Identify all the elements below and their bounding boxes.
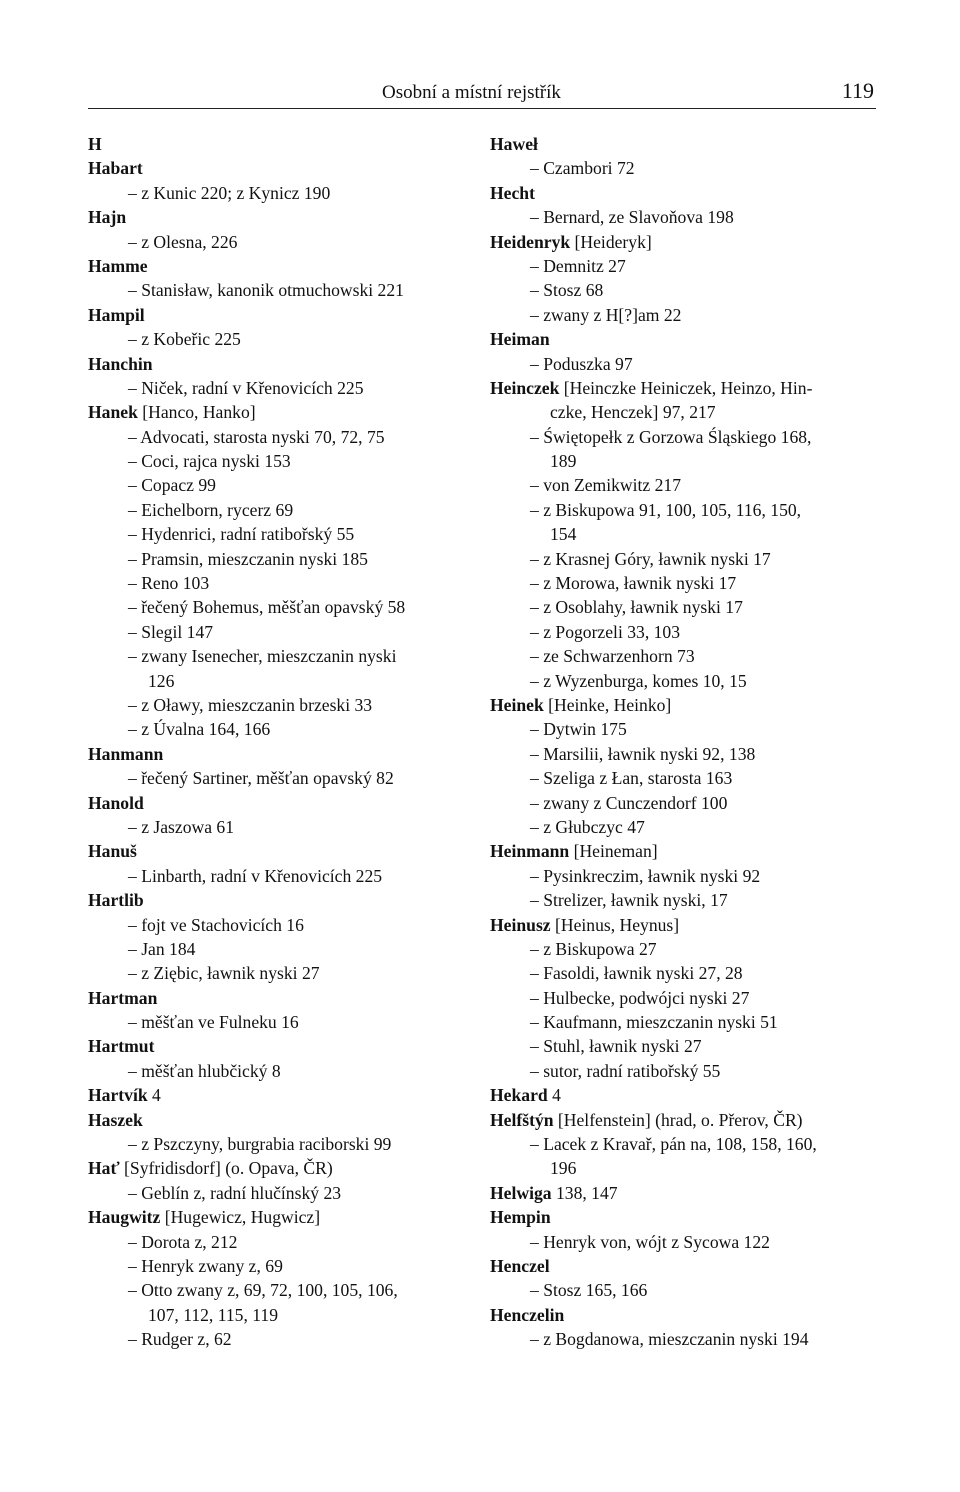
- headword: Haugwitz: [88, 1207, 161, 1228]
- index-subentry: – Stosz 68: [530, 280, 604, 301]
- index-subentry: – zwany z Cunczendorf 100: [530, 792, 728, 813]
- headword: Haweł: [490, 134, 538, 154]
- headword: Hať: [88, 1158, 120, 1179]
- index-subentry: – Dytwin 175: [530, 719, 627, 740]
- index-entry-head: [490, 913, 876, 937]
- index-continuation: 189: [550, 451, 577, 472]
- headword: Hanuš: [88, 841, 137, 862]
- index-subentry: – z Morowa, ławnik nyski 17: [530, 573, 737, 594]
- headword: Hanek: [88, 402, 138, 423]
- index-subentry: – z Úvalna 164, 166: [128, 719, 271, 740]
- index-subentry: – Lacek z Kravař, pán na, 108, 158, 160,: [530, 1134, 817, 1155]
- headword: Heinek: [490, 694, 544, 715]
- headword: Heinczek: [490, 377, 560, 398]
- headword-detail: 4: [547, 1085, 561, 1106]
- headword-detail: [Heineman]: [569, 841, 658, 862]
- index-entry-head: [88, 1205, 466, 1229]
- index-subentry: – Henryk zwany z, 69: [128, 1255, 283, 1276]
- headword-detail: [Heinus, Heynus]: [550, 914, 680, 935]
- headword-detail: 4: [147, 1085, 161, 1106]
- headword: Hanmann: [88, 743, 164, 764]
- index-subentry: – Jan 184: [128, 938, 196, 959]
- headword: Haszek: [88, 1109, 143, 1130]
- index-entry-head: [490, 839, 876, 863]
- headword: Hecht: [490, 182, 535, 203]
- index-subentry: – řečený Bohemus, měšťan opavský 58: [128, 597, 406, 618]
- index-subentry: – Henryk von, wójt z Sycowa 122: [530, 1231, 770, 1252]
- index-subentry: – z Ziębic, ławnik nyski 27: [128, 963, 320, 984]
- headword: Hartman: [88, 987, 158, 1008]
- index-subentry: – Bernard, ze Slavoňova 198: [530, 207, 734, 228]
- index-column-right: [490, 132, 876, 1352]
- index-entry-head: [490, 376, 876, 400]
- headword: Hartlib: [88, 890, 144, 911]
- index-subentry: – z Krasnej Góry, ławnik nyski 17: [530, 548, 771, 569]
- index-subentry: – Pramsin, mieszczanin nyski 185: [128, 548, 368, 569]
- index-subentry: – řečený Sartiner, měšťan opavský 82: [128, 768, 394, 789]
- index-subentry: – Otto zwany z, 69, 72, 100, 105, 106,: [128, 1280, 398, 1301]
- index-subentry: – Fasoldi, ławnik nyski 27, 28: [530, 963, 743, 984]
- index-subentry: – z Kobeřic 225: [128, 329, 241, 350]
- headword-detail: [Heinczke Heiniczek, Heinzo, Hin-: [559, 377, 813, 398]
- index-subentry: – z Jaszowa 61: [128, 816, 235, 837]
- index-subentry: – měšťan ve Fulneku 16: [128, 1012, 299, 1033]
- index-subentry: – zwany Isenecher, mieszczanin nyski: [128, 646, 397, 667]
- index-subentry: – Stanisław, kanonik otmuchowski 221: [128, 280, 404, 301]
- index-entry-head: [490, 1181, 876, 1205]
- headword: Heidenryk: [490, 231, 571, 252]
- headword: Hanchin: [88, 353, 153, 374]
- index-subentry: – Dorota z, 212: [128, 1231, 238, 1252]
- index-subentry: – z Bogdanowa, mieszczanin nyski 194: [530, 1329, 809, 1350]
- headword: Hekard: [490, 1085, 548, 1106]
- index-subentry: – Poduszka 97: [530, 353, 633, 374]
- index-subentry: – z Pogorzeli 33, 103: [530, 621, 681, 642]
- headword-detail: [Heideryk]: [570, 231, 652, 252]
- headword: Hanold: [88, 792, 144, 813]
- index-subentry: – Niček, radní v Křenovicích 225: [128, 377, 364, 398]
- headword: Hempin: [490, 1207, 551, 1228]
- headword: Hamme: [88, 255, 148, 276]
- index-subentry: – zwany z H[?]am 22: [530, 304, 682, 325]
- index-subentry: – Kaufmann, mieszczanin nyski 51: [530, 1012, 778, 1033]
- index-subentry: – Copacz 99: [128, 475, 216, 496]
- running-title: Osobní a místní rejstřík: [382, 82, 561, 103]
- index-subentry: – Demnitz 27: [530, 255, 626, 276]
- index-entry-head: [490, 327, 876, 351]
- index-entry-head: [88, 888, 466, 912]
- index-subentry: – z Głubczyc 47: [530, 816, 645, 837]
- index-subentry: – z Osoblahy, ławnik nyski 17: [530, 597, 743, 618]
- index-entry-head: [88, 303, 466, 327]
- headword: Hartmut: [88, 1036, 155, 1057]
- index-continuation: 154: [550, 524, 577, 545]
- index-subentry: – Reno 103: [128, 573, 210, 594]
- index-subentry: – ze Schwarzenhorn 73: [530, 646, 695, 667]
- index-entry-head: [88, 791, 466, 815]
- headword: Helfštýn: [490, 1109, 554, 1130]
- index-subentry: – Pysinkreczim, ławnik nyski 92: [530, 865, 761, 886]
- index-subentry: – Stosz 165, 166: [530, 1280, 648, 1301]
- index-continuation: 126: [148, 670, 175, 691]
- headword: Hartvík: [88, 1085, 148, 1106]
- index-entry-head: [88, 1108, 466, 1132]
- headword: Helwiga: [490, 1182, 552, 1203]
- headword: Heinmann: [490, 841, 570, 862]
- index-continuation: 196: [550, 1158, 577, 1179]
- index-entry-head: [490, 181, 876, 205]
- headword-detail: [Hanco, Hanko]: [137, 402, 256, 423]
- section-letter: H: [88, 134, 102, 154]
- headword: Heinusz: [490, 914, 551, 935]
- headword-detail: 138, 147: [551, 1182, 618, 1203]
- index-subentry: – Coci, rajca nyski 153: [128, 451, 291, 472]
- headword-detail: [Helfenstein] (hrad, o. Přerov, ČR): [553, 1109, 803, 1130]
- index-subentry: – Marsilii, ławnik nyski 92, 138: [530, 743, 756, 764]
- headword: Henczel: [490, 1255, 550, 1276]
- index-subentry: – z Olesna, 226: [128, 231, 238, 252]
- index-subentry: – von Zemikwitz 217: [530, 475, 681, 496]
- index-subentry: – Slegil 147: [128, 621, 214, 642]
- index-continuation: 107, 112, 115, 119: [148, 1304, 278, 1325]
- index-entry-head: [490, 1254, 876, 1278]
- index-subentry: – z Biskupowa 91, 100, 105, 116, 150,: [530, 499, 802, 520]
- page-number: 119: [841, 78, 874, 103]
- index-subentry: – Szeliga z Łan, starosta 163: [530, 768, 733, 789]
- index-entry-head: [490, 1108, 876, 1132]
- index-subentry: – fojt ve Stachovicích 16: [128, 914, 304, 935]
- index-entry-head: [88, 205, 466, 229]
- index-column-left: [88, 132, 466, 1352]
- index-entry-head: [88, 254, 466, 278]
- index-entry-head: [88, 1083, 466, 1107]
- index-subentry: – z Kunic 220; z Kynicz 190: [128, 182, 331, 203]
- headword-detail: [Hugewicz, Hugwicz]: [160, 1207, 321, 1228]
- index-entry-head: [88, 742, 466, 766]
- index-subentry: – Stuhl, ławnik nyski 27: [530, 1036, 702, 1057]
- headword: Hajn: [88, 207, 127, 228]
- index-entry-head: [88, 156, 466, 180]
- index-subentry: – z Biskupowa 27: [530, 938, 657, 959]
- index-subentry: – Linbarth, radní v Křenovicích 225: [128, 865, 383, 886]
- index-entry-head: [88, 400, 466, 424]
- headword: Heiman: [490, 329, 550, 350]
- index-entry-head: [490, 230, 876, 254]
- index-subentry: – Rudger z, 62: [128, 1329, 232, 1350]
- headword: Habart: [88, 158, 143, 179]
- index-entry-head: [88, 839, 466, 863]
- index-subentry: – Eichelborn, rycerz 69: [128, 499, 294, 520]
- headword-detail: [Syfridisdorf] (o. Opava, ČR): [119, 1158, 333, 1179]
- running-header: [88, 78, 876, 109]
- index-entry-head: [490, 132, 876, 156]
- index-entry-head: [88, 352, 466, 376]
- index-subentry: – z Oławy, mieszczanin brzeski 33: [128, 694, 373, 715]
- index-subentry: – z Wyzenburga, komes 10, 15: [530, 670, 747, 691]
- index-subentry: – Świętopełk z Gorzowa Śląskiego 168,: [530, 426, 812, 447]
- index-entry-head: [88, 1034, 466, 1058]
- index-subentry: – Geblín z, radní hlučínský 23: [128, 1182, 342, 1203]
- index-entry-head: [490, 1083, 876, 1107]
- index-subentry: – z Pszczyny, burgrabia raciborski 99: [128, 1134, 392, 1155]
- headword: Hampil: [88, 304, 145, 325]
- index-subentry: – měšťan hlubčický 8: [128, 1060, 281, 1081]
- index-subentry: – Hulbecke, podwójci nyski 27: [530, 987, 750, 1008]
- index-subentry: – Hydenrici, radní ratibořský 55: [128, 524, 355, 545]
- index-subentry: – sutor, radní ratibořský 55: [530, 1060, 721, 1081]
- index-entry-head: [490, 1205, 876, 1229]
- index-subentry: – Czambori 72: [530, 158, 635, 179]
- headword-detail: [Heinke, Heinko]: [543, 694, 672, 715]
- index-subentry: – Advocati, starosta nyski 70, 72, 75: [128, 426, 385, 447]
- index-entry-head: [88, 986, 466, 1010]
- index-entry-head: [490, 1303, 876, 1327]
- index-continuation: czke, Henczek] 97, 217: [550, 402, 716, 423]
- index-subentry: – Strelizer, ławnik nyski, 17: [530, 890, 728, 911]
- index-entry-head: [88, 1156, 466, 1180]
- headword: Henczelin: [490, 1304, 565, 1325]
- index-entry-head: [490, 693, 876, 717]
